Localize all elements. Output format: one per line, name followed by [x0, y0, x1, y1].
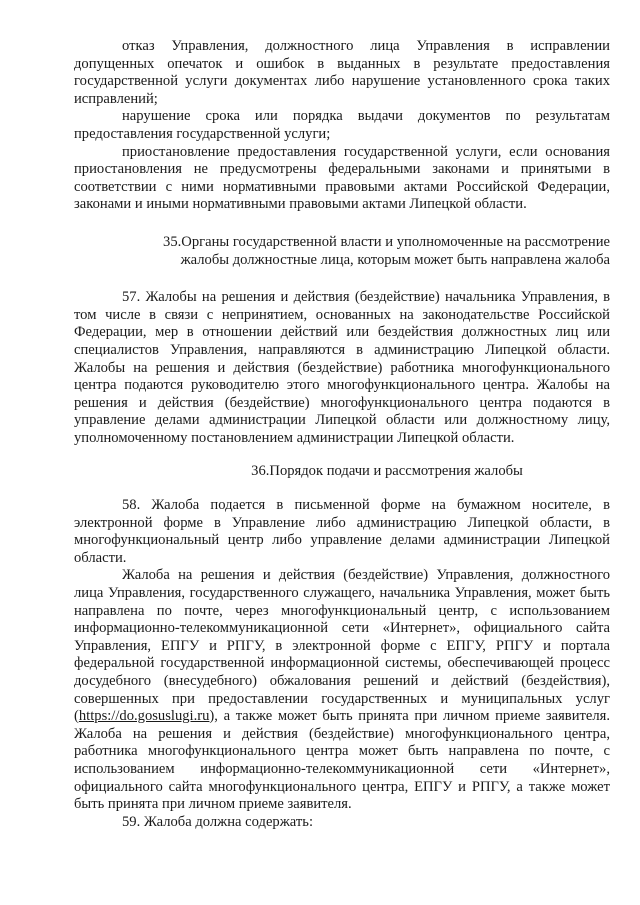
document-page — [74, 38, 610, 831]
paragraph-58: 58. Жалоба подается в письменной форме на бумажном носителе, в электронной форме в Управление либо администрацию Липецкой области, в многофункциональный центр либо управление делами администрации Липецкой области. — [74, 497, 610, 566]
complaint-channels-text-end: ), а также может быть принята при личном приеме заявителя. Жалоба на решения и действия (бездействие) многофункционального центра, работника многофункционального центра может быть направлена по почте, с использованием информационно-телекоммуникационной сети «Интернет», официального сайта многофункционального центра, ЕПГУ и РПГУ, а также может быть принята при личном приеме заявителя. — [74, 708, 610, 813]
section-heading-35 — [74, 234, 610, 269]
paragraph-suspension: приостановление предоставления государственной услуги, если основания приостановления не предусмотрены федеральными законами и принятыми в соответствии с ними нормативными правовыми актами Российской Федерации, законами и иными нормативными правовыми актами Липецкой области. — [74, 143, 610, 213]
paragraph-58-complaint-channels — [74, 567, 610, 813]
section-heading-36: 36.Порядок подачи и рассмотрения жалобы — [251, 463, 523, 480]
paragraph-59: 59. Жалоба должна содержать: — [122, 813, 313, 830]
paragraph-deadline-violation: нарушение срока или порядка выдачи документов по результатам предоставления государственной услуги; — [74, 108, 610, 142]
gosuslugi-link[interactable]: https://do.gosuslugi.ru — [78, 708, 210, 725]
heading-35-line-1: 35.Органы государственной власти и уполномоченные на рассмотрение — [163, 233, 610, 250]
paragraph-correction-refusal: отказ Управления, должностного лица Управления в исправлении допущенных опечаток и ошибок в выданных в результате предоставления государственной услуги документах либо нарушение установленного срока таких исправлений; — [74, 38, 610, 107]
paragraph-57: 57. Жалобы на решения и действия (бездействие) начальника Управления, в том числе в связи с непринятием, основанных на законодательстве Российской Федерации, мер в отношении действий или бездействия должностных лиц или специалистов Управления, направляются в администрацию Липецкой области. Жалобы на решения и действия (бездействие) работника многофункционального центра подаются руководителю этого многофункционального центра. Жалобы на решения и действия (бездействие) многофункционального центра подаются в управление делами администрации Липецкой области или должностному лицу, уполномоченному постановлением администрации Липецкой области. — [74, 289, 610, 446]
complaint-channels-text: Жалоба на решения и действия (бездействие) Управления, должностного лица Управления, государственного служащего, начальника Управления, может быть направлена по почте, через многофункциональный центр, с использованием информационно-телекоммуникационной сети «Интернет», официального сайта Управления, ЕПГУ и РПГУ, в электронной форме с ЕПГУ, РПГУ и портала федеральной государственной информационной системы, обеспечивающей процесс досудебного (внесудебного) обжалования решений и действий (бездействия), совершенных при предоставлении государственных и муниципальных услуг ( — [74, 567, 610, 725]
heading-35-line-2: жалобы должностные лица, которым может быть направлена жалоба — [180, 251, 610, 268]
